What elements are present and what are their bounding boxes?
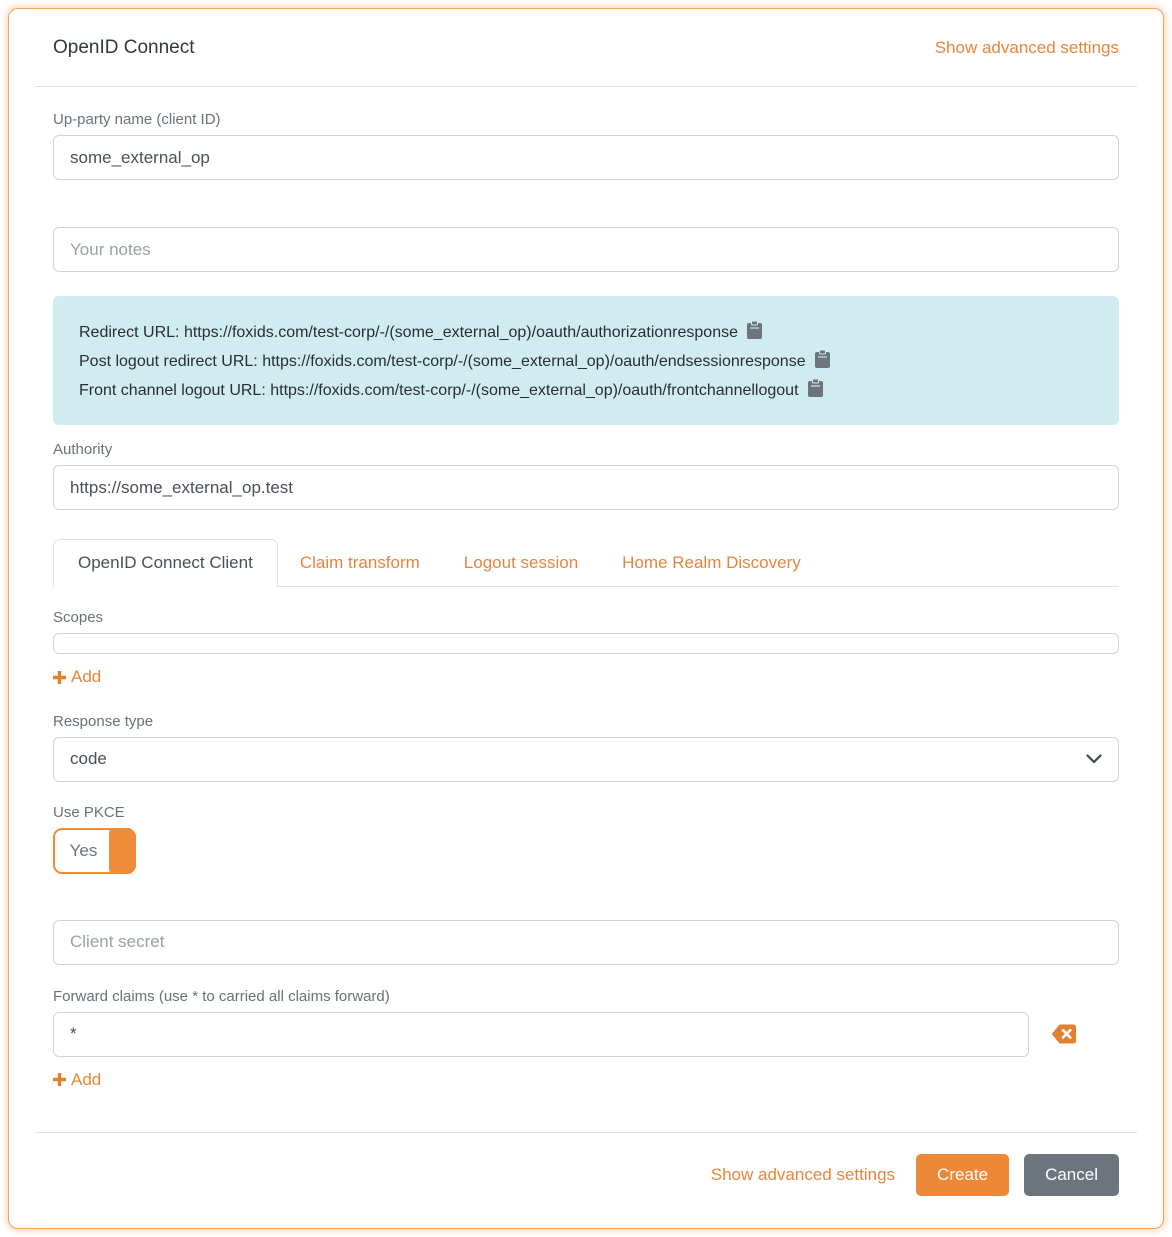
toggle-knob <box>109 828 136 874</box>
authority-label: Authority <box>53 441 113 458</box>
cancel-button[interactable]: Cancel <box>1024 1154 1119 1196</box>
front-channel-logout-url-label: Front channel logout URL: <box>79 382 266 399</box>
notes-input[interactable] <box>53 227 1119 272</box>
add-scope-link[interactable] <box>53 667 101 687</box>
add-forward-claim-link[interactable] <box>53 1070 101 1090</box>
forward-claims-label: Forward claims (use * to carried all claims forward) <box>53 987 390 1005</box>
tab-logout-session[interactable]: Logout session <box>463 553 579 572</box>
post-logout-url-label: Post logout redirect URL: <box>79 353 258 370</box>
show-advanced-settings-link-bottom[interactable]: Show advanced settings <box>710 1165 896 1184</box>
chevron-down-icon <box>1086 754 1102 764</box>
use-pkce-toggle[interactable] <box>53 828 136 874</box>
up-party-name-input[interactable] <box>53 135 1119 180</box>
up-party-name-label: Up-party name (client ID) <box>53 111 221 128</box>
tab-openid-connect-client[interactable]: OpenID Connect Client <box>53 539 278 587</box>
clipboard-icon[interactable] <box>814 349 831 369</box>
use-pkce-label: Use PKCE <box>53 803 125 821</box>
clipboard-icon[interactable] <box>807 378 824 398</box>
page-title: OpenID Connect <box>53 37 195 58</box>
panel-footer <box>35 1132 1137 1228</box>
authority-input[interactable] <box>53 465 1119 510</box>
show-advanced-settings-link-top[interactable]: Show advanced settings <box>934 38 1119 57</box>
clipboard-icon[interactable] <box>746 320 763 340</box>
panel-body <box>9 87 1163 1132</box>
add-scope-label: Add <box>71 667 102 686</box>
tab-home-realm-discovery[interactable]: Home Realm Discovery <box>622 553 801 572</box>
add-forward-claim-label: Add <box>71 1069 102 1089</box>
openid-connect-panel <box>8 8 1164 1229</box>
redirect-url-value: https://foxids.com/test-corp/-/(some_external_op)/oauth/authorizationresponse <box>183 324 738 341</box>
tab-claim-transform[interactable]: Claim transform <box>299 553 420 572</box>
front-channel-logout-url-line <box>79 376 1093 405</box>
panel-header <box>9 9 1163 87</box>
response-type-select[interactable] <box>53 737 1119 782</box>
scopes-input[interactable] <box>53 633 1119 654</box>
redirect-urls-info-box <box>53 296 1119 425</box>
redirect-url-label: Redirect URL: <box>79 324 180 341</box>
response-type-label: Response type <box>53 712 154 730</box>
tab-content-openid-connect-client <box>53 609 1119 1091</box>
response-type-value: code <box>70 749 107 768</box>
plus-icon <box>53 1073 66 1086</box>
use-pkce-toggle-value: Yes <box>69 840 98 860</box>
client-secret-input[interactable] <box>53 920 1119 965</box>
scopes-label: Scopes <box>53 609 104 626</box>
front-channel-logout-url-value: https://foxids.com/test-corp/-/(some_external_op)/oauth/frontchannellogout <box>270 382 799 399</box>
forward-claims-input[interactable] <box>53 1012 1029 1057</box>
tab-bar <box>53 539 1119 587</box>
backspace-x-icon[interactable] <box>1051 1023 1077 1045</box>
plus-icon <box>53 671 66 684</box>
post-logout-url-line <box>79 347 1093 376</box>
redirect-url-line <box>79 318 1093 347</box>
create-button[interactable]: Create <box>916 1154 1009 1196</box>
post-logout-url-value: https://foxids.com/test-corp/-/(some_external_op)/oauth/endsessionresponse <box>262 353 806 370</box>
